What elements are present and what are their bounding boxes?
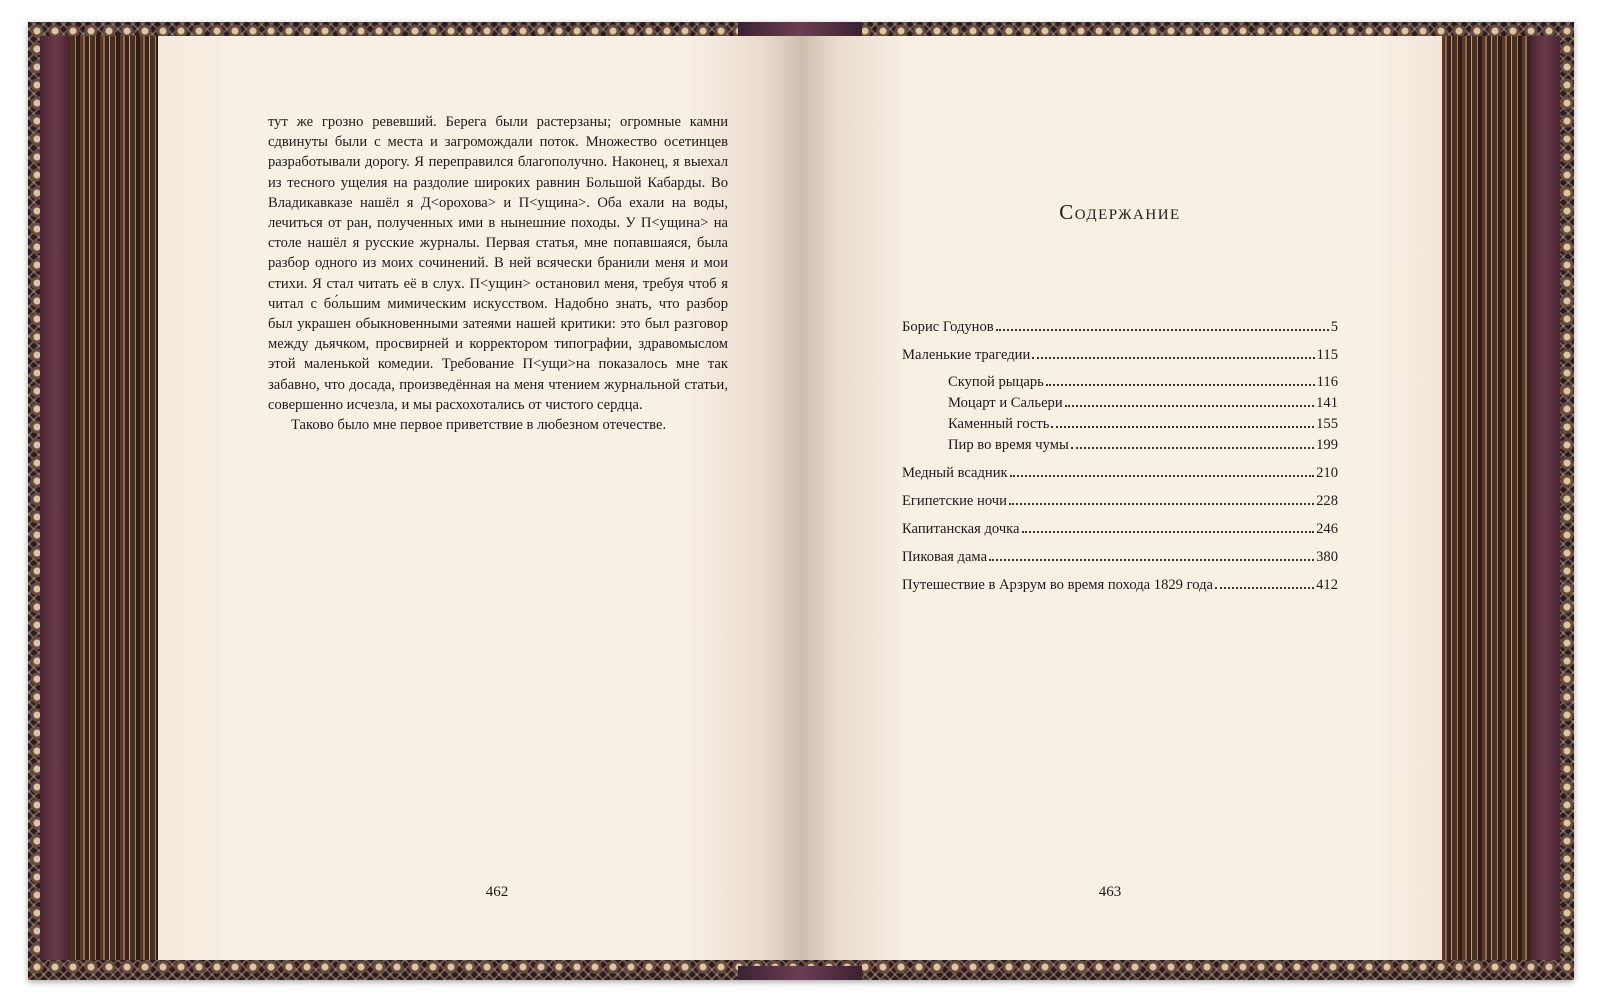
toc-entry-title: Путешествие в Арзрум во время похода 1829 года <box>902 577 1214 593</box>
toc-entry[interactable] <box>902 464 1338 484</box>
toc-leader-dots <box>1071 436 1314 449</box>
body-paragraph: Таково было мне первое приветствие в любезном отечестве. <box>291 417 667 434</box>
toc-entry-page: 5 <box>1330 319 1338 335</box>
toc-entry-page: 155 <box>1316 416 1338 432</box>
toc-entry-title: Каменный гость <box>948 416 1050 432</box>
toc-subentry[interactable] <box>948 394 1338 414</box>
toc-entry-title: Медный всадник <box>902 465 1008 481</box>
toc-leader-dots <box>1010 464 1314 477</box>
toc-leader-dots <box>1046 373 1315 386</box>
toc-entry-page: 210 <box>1316 465 1338 481</box>
body-paragraph: тут же грозно ревевший. Берега были растерзаны; огромные камни сдвинуты были с места и загромождали поток. Множество осетинцев разработывали дорогу. Я переправился благополучно. Наконец, я выехал из тесного ущелия на раздолие широких равнин Большой Кабарды. Во Владикавказе нашёл я Д<орохова> и П<ущина>. Оба ехали на воды, лечиться от ран, полученных ими в нынешние походы. У П<ущина> на столе нашёл я русские журналы. Первая статья, мне попавшаяся, была разбор одного из моих сочинений. В ней всячески бранили меня и мои стихи. Я стал читать её в слух. П<ущин> остановил меня, требуя чтоб я читал с бо́льшим мимическим искусством. Надобно знать, что разбор был украшен обыкновенными затеями нашей критики: это был разговор между дьячком, просвирней и корректором типографии, здравомыслом этой маленькой комедии. Требование П<ущи>на показалось мне так забавно, что досада, произведённая на меня чтением журнальной статьи, совершенно исчезла, и мы расхохотались от чистого сердца. <box>268 114 728 413</box>
left-page-body-text <box>268 112 728 435</box>
toc-entry-page: 141 <box>1316 395 1338 411</box>
right-cover-band <box>1530 36 1560 960</box>
toc-entry[interactable] <box>902 492 1338 512</box>
toc-entry-title: Египетские ночи <box>902 493 1007 509</box>
toc-entry-page: 412 <box>1316 577 1338 593</box>
toc-entry-page: 380 <box>1316 549 1338 565</box>
book-spine-bottom <box>738 966 862 980</box>
toc-entry-title: Пир во время чумы <box>948 437 1069 453</box>
toc-entry-page: 246 <box>1316 521 1338 537</box>
toc-entry[interactable] <box>902 576 1338 596</box>
toc-leader-dots <box>1022 520 1315 533</box>
toc-leader-dots <box>1009 492 1314 505</box>
toc-entry-page: 116 <box>1316 374 1338 390</box>
toc-leader-dots <box>1051 415 1314 428</box>
toc-entry-title: Моцарт и Сальери <box>948 395 1063 411</box>
toc-subentry[interactable] <box>948 436 1338 456</box>
toc-subentry[interactable] <box>948 415 1338 435</box>
right-page-number: 463 <box>1098 884 1122 900</box>
toc-subentry[interactable] <box>948 373 1338 393</box>
toc-entry-page: 199 <box>1316 437 1338 453</box>
left-page-edges <box>40 36 158 960</box>
toc-leader-dots <box>1065 394 1314 407</box>
left-page-number: 462 <box>485 884 509 900</box>
toc-title: Содержание <box>1059 200 1181 224</box>
toc-leader-dots <box>1215 576 1314 589</box>
toc-entry-title: Скупой рыцарь <box>948 374 1044 390</box>
toc-entry-page: 228 <box>1316 493 1338 509</box>
toc-entry[interactable] <box>902 520 1338 540</box>
toc-leader-dots <box>989 548 1314 561</box>
toc-entry-page: 115 <box>1316 347 1338 363</box>
left-cover-band <box>40 36 70 960</box>
toc-entry-title: Пиковая дама <box>902 549 988 565</box>
toc-entry[interactable] <box>902 318 1338 338</box>
toc-entry-title: Маленькие трагедии <box>902 347 1031 363</box>
toc-entry-title: Капитанская дочка <box>902 521 1020 537</box>
toc-entry[interactable] <box>902 548 1338 568</box>
right-page-edges <box>1442 36 1560 960</box>
toc-leader-dots <box>1032 346 1314 359</box>
toc-entry-title: Борис Годунов <box>902 319 994 335</box>
toc-entry[interactable] <box>902 346 1338 366</box>
book-spine-top <box>738 22 862 36</box>
toc-leader-dots <box>996 318 1329 331</box>
